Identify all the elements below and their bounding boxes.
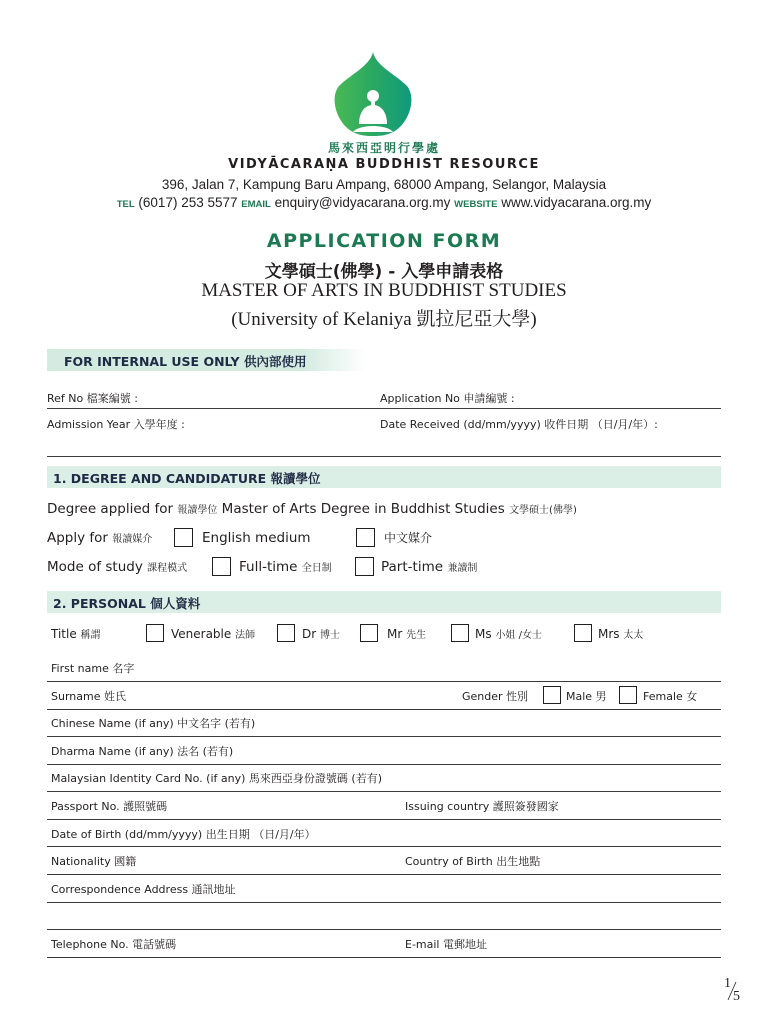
- dob-label: Date of Birth (dd/mm/yyyy) 出生日期 （日/月/年）: [51, 828, 316, 841]
- degree-applied-row: [47, 501, 577, 517]
- degree-value-cn: 文學碩士(佛學): [509, 505, 577, 516]
- section-1-band: [47, 466, 721, 488]
- ref-no-label: Ref No 檔案編號 :: [47, 392, 138, 405]
- gender-male-checkbox[interactable]: [543, 686, 561, 704]
- chinese-name-line[interactable]: [47, 736, 721, 737]
- form-title: APPLICATION FORM: [266, 230, 502, 252]
- ic-line[interactable]: [47, 791, 721, 792]
- full-time-checkbox[interactable]: [212, 557, 231, 576]
- form-title-chinese: 文學碩士(佛學) - 入學申請表格: [264, 262, 504, 282]
- address-line-1[interactable]: [47, 902, 721, 903]
- english-medium-checkbox[interactable]: [174, 528, 193, 547]
- surname-label: Surname 姓氏: [51, 690, 126, 703]
- degree-label: Degree applied for: [47, 501, 174, 517]
- title-mrs-checkbox[interactable]: [574, 624, 592, 642]
- org-address: 396, Jalan 7, Kampung Baru Ampang, 68000 Ampang, Selangor, Malaysia: [161, 177, 607, 192]
- passport-label: Passport No. 護照號碼: [51, 800, 168, 813]
- gender-female-label: Female 女: [643, 690, 698, 703]
- title-venerable-label: Venerable 法師: [171, 627, 256, 641]
- telephone-label: Telephone No. 電話號碼: [51, 938, 177, 951]
- telephone-line[interactable]: [47, 957, 721, 958]
- internal-divider-2: [47, 456, 721, 457]
- nationality-line[interactable]: [47, 874, 721, 875]
- title-mrs-label: Mrs 太太: [598, 627, 644, 641]
- application-no-label: Application No 申請編號 :: [380, 392, 515, 405]
- page-number: [722, 976, 752, 1006]
- tel-label: TEL: [116, 199, 135, 210]
- degree-label-cn: 報讀學位: [177, 505, 218, 516]
- country-of-birth-label: Country of Birth 出生地點: [405, 855, 541, 868]
- part-time-checkbox[interactable]: [355, 557, 374, 576]
- surname-line[interactable]: [47, 709, 721, 710]
- part-time-label: Part-time 兼讀制: [381, 559, 478, 575]
- email-value[interactable]: enquiry@vidyacarana.org.my: [274, 195, 451, 210]
- mode-of-study-label: Mode of study 課程模式: [47, 559, 188, 575]
- email-field-label: E-mail 電郵地址: [405, 938, 487, 951]
- dharma-name-line[interactable]: [47, 764, 721, 765]
- logo-chinese-text: 馬來西亞明行學處: [327, 141, 440, 155]
- admission-year-label: Admission Year 入學年度 :: [47, 418, 185, 431]
- title-dr-checkbox[interactable]: [277, 624, 295, 642]
- ic-label: Malaysian Identity Card No. (if any) 馬來西亞身份證號碼 (若有): [51, 772, 382, 785]
- gender-male-label: Male 男: [566, 690, 607, 703]
- issuing-country-label: Issuing country 護照簽發國家: [405, 800, 559, 813]
- gender-female-checkbox[interactable]: [619, 686, 637, 704]
- apply-for-label: Apply for 報讀媒介: [47, 530, 153, 546]
- title-venerable-checkbox[interactable]: [146, 624, 164, 642]
- full-time-label: Full-time 全日制: [239, 559, 332, 575]
- title-mr-checkbox[interactable]: [360, 624, 378, 642]
- section-2-heading: 2. PERSONAL 個人資料: [53, 596, 201, 611]
- address-label: Correspondence Address 通訊地址: [51, 883, 236, 896]
- passport-line[interactable]: [47, 819, 721, 820]
- chinese-medium-checkbox[interactable]: [356, 528, 375, 547]
- dharma-name-label: Dharma Name (if any) 法名 (若有): [51, 745, 234, 758]
- contact-line: [0, 195, 768, 210]
- date-received-label: Date Received (dd/mm/yyyy) 收件日期 （日/月/年）:: [380, 418, 658, 431]
- page-current: 1: [724, 976, 731, 991]
- org-name: VIDYĀCARAṆA BUDDHIST RESOURCE: [228, 157, 540, 172]
- website-label: WEBSITE: [454, 199, 498, 210]
- degree-value: Master of Arts Degree in Buddhist Studies: [221, 501, 505, 517]
- address-line-2[interactable]: [47, 929, 721, 930]
- gender-label: Gender 性別: [462, 690, 529, 703]
- section-1-heading: 1. DEGREE AND CANDIDATURE 報讀學位: [53, 471, 321, 486]
- tel-value: (6017) 253 5577: [138, 195, 238, 210]
- programme-title: MASTER OF ARTS IN BUDDHIST STUDIES: [201, 280, 567, 301]
- english-medium-label: English medium: [202, 530, 311, 546]
- title-mr-label: Mr 先生: [387, 627, 427, 641]
- internal-divider-1: [47, 408, 721, 409]
- internal-use-heading: FOR INTERNAL USE ONLY 供內部使用: [64, 354, 307, 369]
- chinese-medium-label: 中文媒介: [384, 531, 433, 545]
- university-title: (University of Kelaniya 凱拉尼亞大學): [231, 309, 537, 330]
- website-value[interactable]: www.vidyacarana.org.my: [501, 195, 652, 210]
- title-label: Title 稱謂: [51, 627, 101, 641]
- title-dr-label: Dr 博士: [302, 627, 341, 641]
- email-label: EMAIL: [241, 199, 271, 210]
- nationality-label: Nationality 國籍: [51, 855, 137, 868]
- first-name-label: First name 名字: [51, 662, 135, 675]
- dob-line[interactable]: [47, 846, 721, 847]
- section-2-band: [47, 591, 721, 613]
- page-total: 5: [733, 989, 740, 1004]
- first-name-line[interactable]: [47, 681, 721, 682]
- title-ms-label: Ms 小姐 /女士: [475, 627, 542, 641]
- chinese-name-label: Chinese Name (if any) 中文名字 (若有): [51, 717, 256, 730]
- title-ms-checkbox[interactable]: [451, 624, 469, 642]
- bodhi-leaf-logo: [333, 52, 413, 138]
- internal-use-band: [47, 349, 367, 371]
